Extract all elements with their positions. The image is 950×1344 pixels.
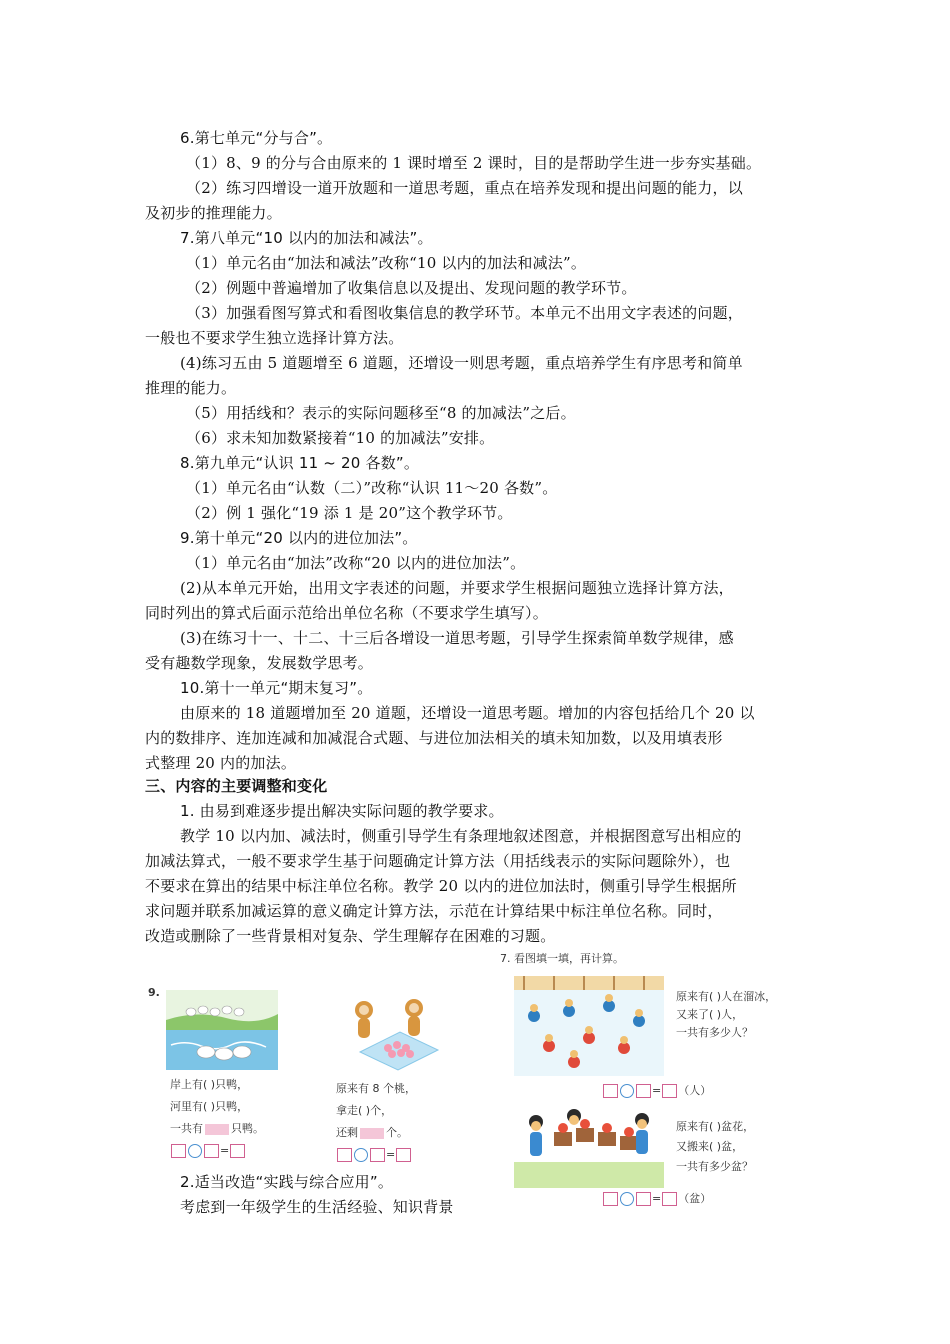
heading-unit-8: 7.第八单元“10 以内的加法和减法”。 (180, 229, 433, 247)
paragraph-line: 由原来的 18 道题增加至 20 道题，还增设一道思考题。增加的内容包括给几个 20 以 (180, 704, 755, 722)
paragraph-line: （2）例 1 强化“19 添 1 是 20”这个教学环节。 (186, 504, 513, 522)
duck-illustration (166, 990, 296, 1070)
heading-unit-7: 6.第七单元“分与合”。 (180, 129, 333, 147)
monkey-peach-illustration (340, 992, 440, 1072)
flower-equation: = （盆） (602, 1192, 711, 1206)
peach-equation: = (336, 1148, 412, 1162)
duck-equation: = (170, 1144, 246, 1158)
paragraph-line: （1）单元名由“加法”改称“20 以内的进位加法”。 (186, 554, 526, 572)
paragraph-line: 推理的能力。 (145, 379, 237, 397)
peach-text-line1: 原来有 8 个桃， (336, 1082, 416, 1095)
paragraph-line: 改造或删除了一些背景相对复杂、学生理解存在困难的习题。 (145, 927, 556, 945)
subheading-1: 1. 由易到难逐步提出解决实际问题的教学要求。 (180, 802, 504, 820)
duck-exercise-figure (148, 986, 278, 1161)
skating-illustration (514, 976, 664, 1076)
skating-equation: = （人） (602, 1084, 711, 1098)
paragraph-line: (2)从本单元开始，出用文字表述的问题，并要求学生根据问题独立选择计算方法， (180, 579, 734, 597)
paragraph-line: （1）8、9 的分与合由原来的 1 课时增至 2 课时，目的是帮助学生进一步夯实基础。 (186, 154, 762, 172)
heading-unit-11: 10.第十一单元“期末复习”。 (180, 679, 373, 697)
paragraph-line: 内的数排序、连加连减和加减混合式题、与进位加法相关的填未知加数，以及用填表形 (145, 729, 723, 747)
heading-unit-10: 9.第十单元“20 以内的进位加法”。 (180, 529, 418, 547)
skating-text-line2: 又来了( )人， (676, 1008, 744, 1021)
peach-text-line3: 还剩 个。 (336, 1126, 408, 1139)
exercise-number: 9. (148, 986, 160, 999)
section-heading-3: 三、内容的主要调整和变化 (145, 777, 328, 795)
skating-flower-exercise-figure (500, 952, 800, 1214)
paragraph-line: (4)练习五由 5 道题增至 6 道题，还增设一则思考题，重点培养学生有序思考和简单 (180, 354, 743, 372)
flower-pot-illustration (514, 1102, 664, 1188)
paragraph-line: 式整理 20 内的加法。 (145, 754, 297, 772)
duck-text-line3: 一共有 只鸭。 (170, 1122, 264, 1135)
paragraph-line: （3）加强看图写算式和看图收集信息的教学环节。本单元不出用文字表述的问题， (186, 304, 743, 322)
skating-text-line1: 原来有( )人在溜冰， (676, 990, 777, 1003)
paragraph-line: 加减法算式，一般不要求学生基于问题确定计算方法（用括线表示的实际问题除外），也 (145, 852, 731, 870)
flower-text-line1: 原来有( )盆花， (676, 1120, 755, 1133)
skating-text-line3: 一共有多少人？ (676, 1026, 753, 1039)
paragraph-line: 及初步的推理能力。 (145, 204, 282, 222)
paragraph-line: （1）单元名由“加法和减法”改称“10 以内的加法和减法”。 (186, 254, 587, 272)
paragraph-line: 受有趣数学现象，发展数学思考。 (145, 654, 374, 672)
peach-text-line2: 拿走( )个， (336, 1104, 393, 1117)
paragraph-line: （1）单元名由“认数（二）”改称“认识 11～20 各数”。 (186, 479, 558, 497)
paragraph-line: 求问题并联系加减运算的意义确定计算方法，示范在计算结果中标注单位名称。同时， (145, 902, 723, 920)
flower-text-line2: 又搬来( )盆， (676, 1140, 744, 1153)
paragraph-line: （6）求未知加数紧接着“10 的加减法”安排。 (186, 429, 495, 447)
heading-unit-9: 8.第九单元“认识 11 ~ 20 各数”。 (180, 454, 420, 472)
paragraph-line: （2）练习四增设一道开放题和一道思考题，重点在培养发现和提出问题的能力，以 (186, 179, 743, 197)
flower-text-line3: 一共有多少盆？ (676, 1160, 753, 1173)
paragraph-line: 同时列出的算式后面示范给出单位名称（不要求学生填写）。 (145, 604, 548, 622)
paragraph-line: （5）用括线和？表示的实际问题移至“8 的加减法”之后。 (186, 404, 576, 422)
paragraph-line: 不要求在算出的结果中标注单位名称。教学 20 以内的进位加法时，侧重引导学生根据所 (145, 877, 737, 895)
paragraph-line: 一般也不要求学生独立选择计算方法。 (145, 329, 404, 347)
subheading-2: 2.适当改造“实践与综合应用”。 (180, 1173, 394, 1191)
paragraph-line-truncated: 考虑到一年级学生的生活经验、知识背景 (180, 1198, 454, 1216)
duck-text-line2: 河里有( )只鸭， (170, 1100, 249, 1113)
duck-text-line1: 岸上有( )只鸭， (170, 1078, 249, 1091)
exercise-7-title: 7. 看图填一填，再计算。 (500, 952, 624, 965)
paragraph-line: （2）例题中普遍增加了收集信息以及提出、发现问题的教学环节。 (186, 279, 637, 297)
paragraph-line: 教学 10 以内加、减法时，侧重引导学生有条理地叙述图意，并根据图意写出相应的 (180, 827, 742, 845)
peach-exercise-figure (330, 990, 440, 1160)
paragraph-line: (3)在练习十一、十二、十三后各增设一道思考题，引导学生探索简单数学规律，感 (180, 629, 734, 647)
